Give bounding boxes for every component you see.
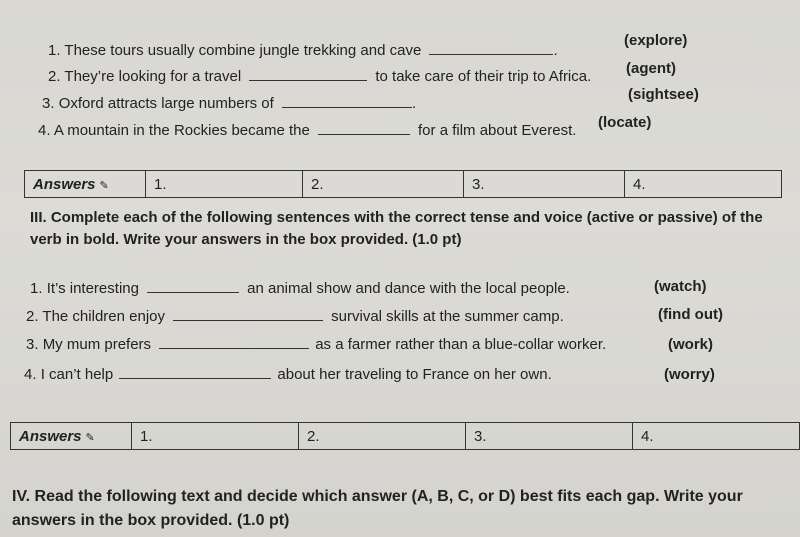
verb-cue: (sightsee) [628,86,699,103]
item-text-after: to take care of their trip to Africa. [375,68,592,85]
item-number: 2. [26,308,39,325]
answers-label-cell [25,171,146,198]
item-text-after: . [411,95,417,112]
answer-cell[interactable]: 3. [466,423,633,450]
answer-blank[interactable] [249,66,367,81]
item-text-after: about her traveling to France on her own. [277,366,552,383]
item-number: 3. [26,336,39,353]
section3-answers-box [10,422,800,450]
item-text: They’re looking for a travel [64,68,242,85]
pencil-icon: ✎ [85,431,95,444]
item-number: 4. [24,366,37,383]
item-text-after: an animal show and dance with the local people. [247,280,570,297]
item-number: 2. [48,68,61,85]
section2-answers-box [24,170,782,198]
verb-cue: (work) [668,336,713,353]
verb-cue: (watch) [654,278,707,295]
verb-cue: (locate) [598,114,652,131]
item-text: A mountain in the Rockies became the [53,122,310,139]
answer-cell[interactable]: 1. [132,423,299,450]
item-text-after: . [553,42,558,59]
item-text: Oxford attracts large numbers of [58,95,274,112]
answer-cell[interactable]: 2. [299,423,466,450]
answer-blank[interactable] [159,334,309,349]
item-text-after: as a farmer rather than a blue-collar worker. [315,336,607,353]
item-number: 4. [38,122,51,139]
item-text: These tours usually combine jungle trekking and cave [64,42,422,59]
item-text: It’s interesting [46,280,139,297]
item-text-after: for a film about Everest. [418,122,577,139]
item-text: The children enjoy [42,308,165,325]
pencil-icon: ✎ [99,179,109,192]
item-number: 1. [30,280,43,297]
answer-blank[interactable] [147,278,239,293]
section2-item-3 [42,93,416,112]
answer-blank[interactable] [318,120,410,135]
section3-item-1 [30,278,570,297]
answer-cell[interactable]: 4. [625,171,782,198]
verb-cue: (explore) [624,32,688,49]
item-text-after: survival skills at the summer camp. [331,308,564,325]
section3-item-3 [26,334,606,353]
item-text: My mum prefers [42,336,152,353]
answers-label-cell [11,423,132,450]
answers-label: Answers [33,175,96,193]
answer-blank[interactable] [119,364,271,379]
answer-blank[interactable] [429,40,553,55]
answers-label: Answers [19,427,82,445]
answer-blank[interactable] [173,306,323,321]
answer-cell[interactable]: 3. [464,171,625,198]
section3-item-2 [26,306,564,325]
section4-heading: IV. Read the following text and decide which answer (A, B, C, or D) best fits each gap. Write your answers in the box provided. (1.0 pt) [12,488,743,529]
section2-item-2 [48,66,591,85]
item-number: 3. [42,95,55,112]
answer-cell[interactable]: 4. [633,423,800,450]
section2-item-4 [38,120,576,139]
verb-cue: (find out) [658,306,723,323]
verb-cue: (agent) [626,60,676,77]
item-text: I can’t help [40,366,114,383]
section2-item-1 [48,40,558,59]
answer-blank[interactable] [282,93,412,108]
section3-item-4 [24,364,552,383]
item-number: 1. [48,42,61,59]
answer-cell[interactable]: 1. [146,171,303,198]
answer-cell[interactable]: 2. [303,171,464,198]
section3-heading: III. Complete each of the following sentences with the correct tense and voice (active or passive) of the verb in bold. Write your answers in the box provided. (1.0 pt) [30,209,763,248]
verb-cue: (worry) [664,366,715,383]
